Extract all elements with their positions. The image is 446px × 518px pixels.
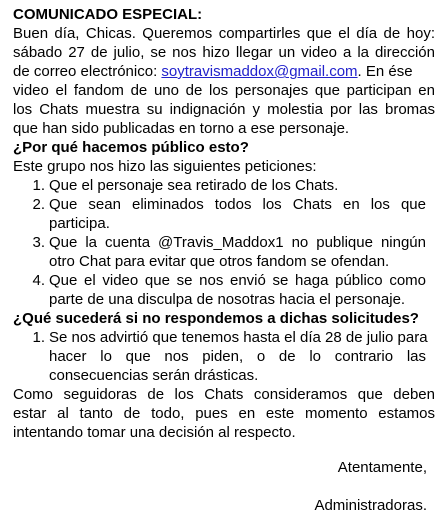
intro-line-2: sábado 27 de julio, se nos hizo llegar un video a la dirección bbox=[13, 44, 435, 61]
closing-line-1: Como seguidoras de los Chats consideramos que deben bbox=[13, 386, 435, 403]
email-link[interactable]: soytravismaddox@gmail.com bbox=[161, 63, 358, 80]
petition-4-line-1: Que el video que se nos envió se haga público como bbox=[49, 272, 426, 289]
consequence-line-2: hacer lo que nos piden, o de lo contrario las bbox=[49, 348, 426, 365]
petition-4-line-2: parte de una disculpa de nosotras hacia el personaje. bbox=[49, 291, 406, 308]
closing-line-3: intentando tomar una decisión al respecto. bbox=[13, 424, 296, 441]
petition-2-line-1: Que sean eliminados todos los Chats en los que bbox=[49, 196, 426, 213]
question-heading-2: ¿Qué sucederá si no respondemos a dichas solicitudes? bbox=[13, 310, 419, 327]
consequence-line-1: Se nos advirtió que tenemos hasta el día 28 de julio para bbox=[49, 329, 428, 346]
intro-line-1: Buen día, Chicas. Queremos compartirles que el día de hoy: bbox=[13, 25, 435, 42]
petitions-intro: Este grupo nos hizo las siguientes peticiones: bbox=[13, 158, 317, 175]
intro-line-6: que han sido publicadas en torno a ese personaje. bbox=[13, 120, 350, 137]
email-label: de correo electrónico: bbox=[13, 63, 162, 80]
intro-line-5: los Chats muestra su indignación y molestia por las bromas bbox=[13, 101, 435, 118]
petition-1-line-1: Que el personaje sea retirado de los Chats. bbox=[49, 177, 339, 194]
consequence-number-1: 1. bbox=[32, 329, 45, 346]
petition-3-line-2: otro Chat para evitar que otros fandom se ofendan. bbox=[49, 253, 390, 270]
petition-number-4: 4. bbox=[32, 272, 45, 289]
consequence-line-3: consecuencias serán drásticas. bbox=[49, 367, 259, 384]
intro-line-3 bbox=[13, 62, 435, 81]
email-suffix: . En ése bbox=[357, 63, 413, 80]
petition-number-1: 1. bbox=[32, 177, 45, 194]
signoff: Atentamente, bbox=[337, 459, 427, 476]
document-heading: COMUNICADO ESPECIAL: bbox=[13, 6, 203, 23]
signature: Administradoras. bbox=[314, 497, 427, 514]
petition-number-3: 3. bbox=[32, 234, 45, 251]
petition-number-2: 2. bbox=[32, 196, 45, 213]
question-heading-1: ¿Por qué hacemos público esto? bbox=[13, 139, 249, 156]
intro-line-4: video el fandom de uno de los personajes que participan en bbox=[13, 82, 435, 99]
petition-3-line-1: Que la cuenta @Travis_Maddox1 no publique ningún bbox=[49, 234, 426, 251]
closing-line-2: estar al tanto de todo, pues en este momento estamos bbox=[13, 405, 435, 422]
petition-2-line-2: participa. bbox=[49, 215, 110, 232]
